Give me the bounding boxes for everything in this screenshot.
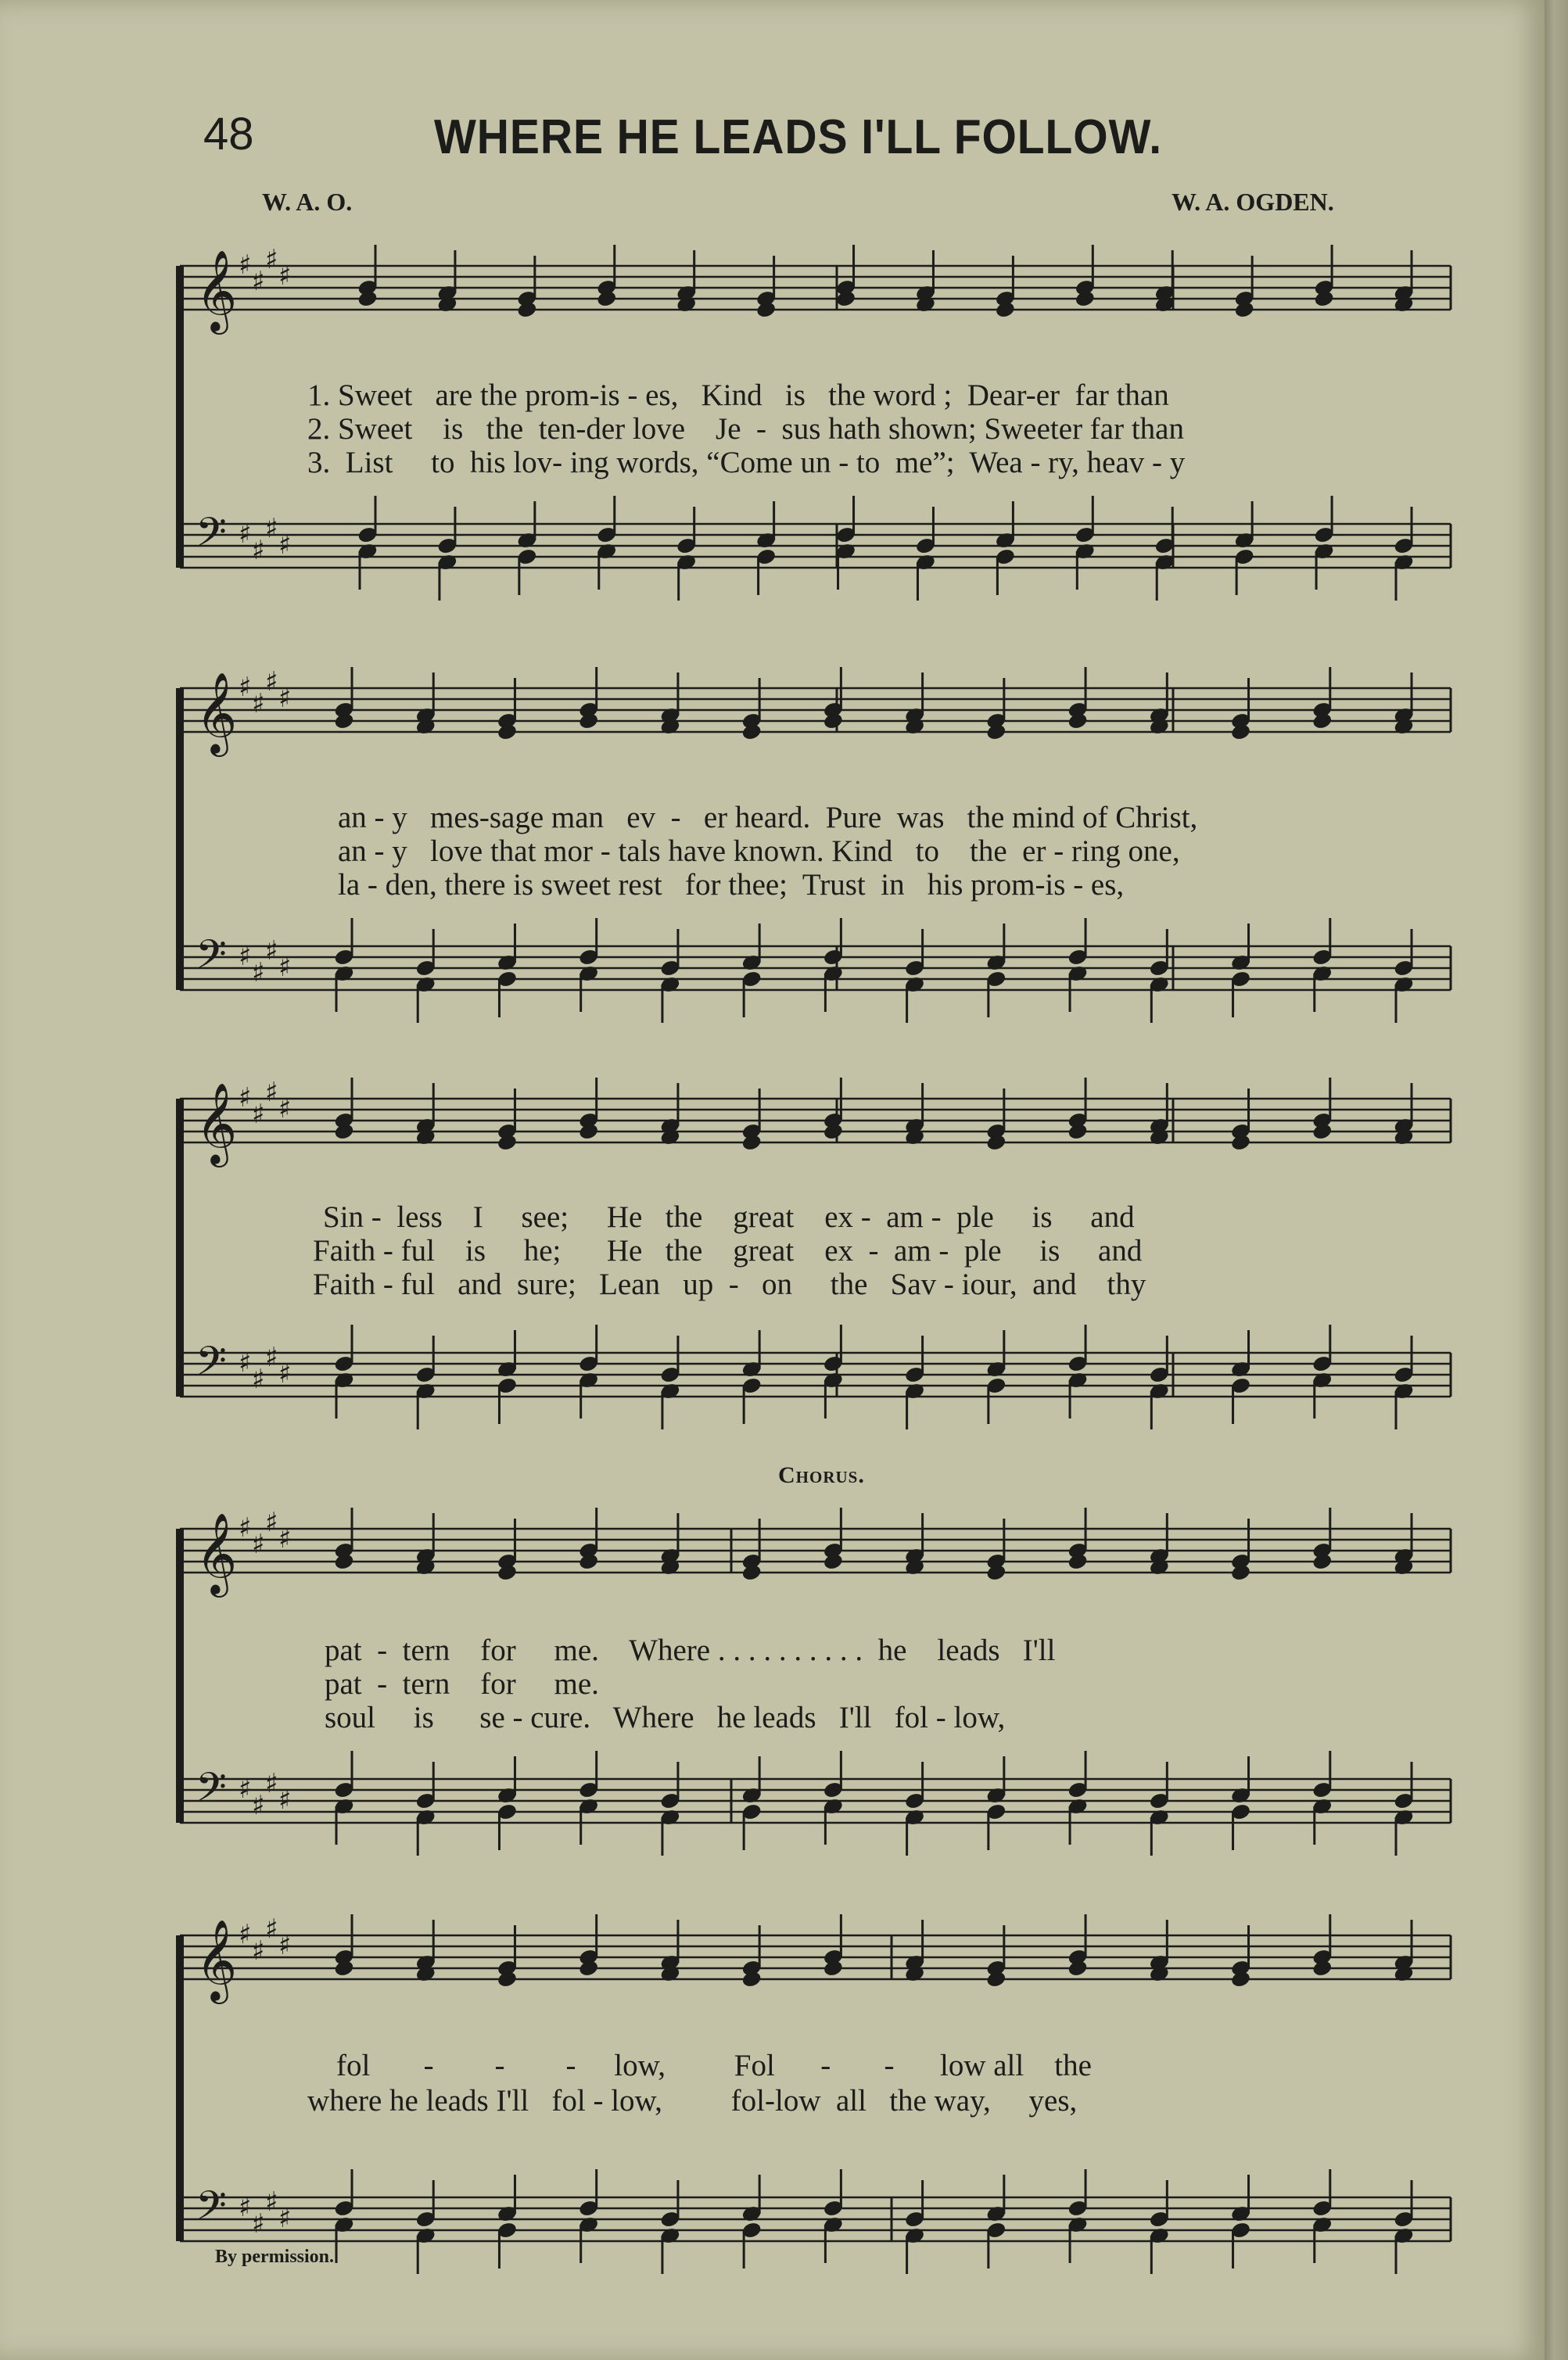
lyrics-system-1-verse-3: 3. List to his lov- ing words, “Come un - to me”; Wea - ry, heav - y <box>307 446 1186 479</box>
svg-text:♯: ♯ <box>278 1930 292 1961</box>
svg-text:♯: ♯ <box>252 1935 265 1967</box>
lyrics-system-1-verse-1: 1. Sweet are the prom-is - es, Kind is the word ; Dear-er far than <box>307 378 1169 412</box>
svg-text:♯: ♯ <box>239 672 252 703</box>
lyrics-system-2-verse-3: la - den, there is sweet rest for thee; Trust in his prom-is - es, <box>338 868 1125 902</box>
svg-text:♯: ♯ <box>239 1347 252 1379</box>
svg-text:♯: ♯ <box>239 1774 252 1805</box>
lyrics-system-4-verse-3: soul is se - cure. Where he leads I'll fol - low, <box>325 1701 1006 1734</box>
svg-text:♯: ♯ <box>278 2203 292 2234</box>
svg-text:♯: ♯ <box>252 1099 265 1130</box>
svg-text:♯: ♯ <box>239 2192 252 2223</box>
lyrics-system-3-verse-3: Faith - ful and sure; Lean up - on the Sav - iour, and thy <box>313 1268 1146 1301</box>
svg-text:♯: ♯ <box>265 244 278 275</box>
svg-text:♯: ♯ <box>278 529 292 561</box>
svg-text:♯: ♯ <box>265 513 278 544</box>
svg-text:♯: ♯ <box>252 535 265 566</box>
svg-text:♯: ♯ <box>278 1093 292 1124</box>
lyrics-system-5-line-1: fol - - - low, Fol - - low all the <box>336 2049 1092 2082</box>
svg-text:♯: ♯ <box>239 1082 252 1114</box>
lyrics-system-3-verse-2: Faith - ful is he; He the great ex - am - ple is and <box>313 1234 1143 1268</box>
hymn-title: WHERE HE LEADS I'LL FOLLOW. <box>434 110 1162 164</box>
lyrics-system-2-verse-2: an - y love that mor - tals have known. Kind to the er - ring one, <box>338 834 1180 868</box>
permission-note: By permission. <box>215 2247 335 2267</box>
svg-text:𝄢: 𝄢 <box>196 931 227 988</box>
lyrics-system-3-verse-1: Sin - less I see; He the great ex - am - ple is and <box>323 1200 1135 1234</box>
svg-text:♯: ♯ <box>252 1364 265 1395</box>
svg-text:♯: ♯ <box>278 683 292 714</box>
svg-text:𝄞: 𝄞 <box>196 1512 238 1594</box>
svg-text:𝄢: 𝄢 <box>196 1763 227 1820</box>
lyrics-system-4-verse-1: pat - tern for me. Where . . . . . . . . . . he leads I'll <box>325 1634 1056 1667</box>
svg-text:♯: ♯ <box>239 941 252 972</box>
svg-text:♯: ♯ <box>239 1919 252 1950</box>
svg-text:♯: ♯ <box>278 1523 292 1555</box>
svg-text:♯: ♯ <box>278 1358 292 1390</box>
svg-text:♯: ♯ <box>265 1507 278 1538</box>
svg-text:𝄞: 𝄞 <box>196 672 238 754</box>
svg-text:♯: ♯ <box>265 1913 278 1945</box>
svg-text:♯: ♯ <box>265 2186 278 2218</box>
lyrics-system-1-verse-2: 2. Sweet is the ten-der love Je - sus hath shown; Sweeter far than <box>307 412 1184 446</box>
lyrics-system-5-line-2: where he leads I'll fol - low, fol-low all the way, yes, <box>307 2084 1078 2118</box>
svg-text:♯: ♯ <box>252 266 265 297</box>
svg-text:♯: ♯ <box>252 1529 265 1560</box>
svg-text:♯: ♯ <box>265 1342 278 1373</box>
svg-text:𝄢: 𝄢 <box>196 2182 227 2239</box>
svg-text:𝄢: 𝄢 <box>196 508 227 565</box>
svg-text:𝄢: 𝄢 <box>196 1337 227 1394</box>
svg-text:♯: ♯ <box>252 2208 265 2240</box>
svg-text:♯: ♯ <box>278 952 292 983</box>
lyrics-system-2-verse-1: an - y mes-sage man ev - er heard. Pure was the mind of Christ, <box>338 801 1198 834</box>
words-credit: W. A. O. <box>262 188 353 216</box>
svg-text:♯: ♯ <box>265 1077 278 1108</box>
svg-text:♯: ♯ <box>278 260 292 292</box>
svg-text:♯: ♯ <box>239 1512 252 1544</box>
svg-text:♯: ♯ <box>239 249 252 281</box>
svg-text:♯: ♯ <box>252 688 265 719</box>
lyrics-system-4-verse-2: pat - tern for me. <box>325 1667 599 1701</box>
svg-text:♯: ♯ <box>252 957 265 988</box>
svg-text:𝄞: 𝄞 <box>196 1919 238 2001</box>
svg-text:♯: ♯ <box>252 1790 265 1821</box>
svg-text:♯: ♯ <box>239 518 252 550</box>
svg-text:♯: ♯ <box>278 1784 292 1816</box>
chorus-label: Chorus. <box>778 1462 865 1488</box>
svg-text:𝄞: 𝄞 <box>196 249 238 332</box>
svg-text:♯: ♯ <box>265 935 278 967</box>
svg-text:♯: ♯ <box>265 666 278 698</box>
page-number: 48 <box>203 109 254 160</box>
svg-text:♯: ♯ <box>265 1768 278 1799</box>
music-credit: W. A. OGDEN. <box>1172 188 1334 216</box>
svg-text:𝄞: 𝄞 <box>196 1082 238 1164</box>
